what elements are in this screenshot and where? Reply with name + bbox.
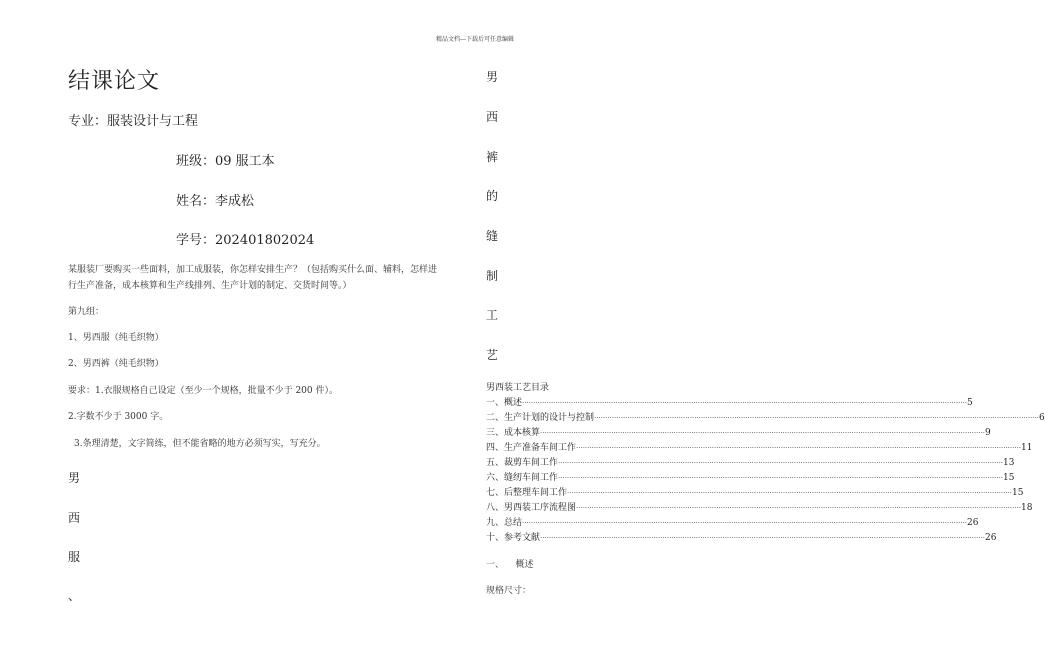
toc-leader-dots: ········································································································································································································ xyxy=(522,399,968,407)
page-title: 结课论文 xyxy=(68,69,161,94)
item-1: 1、男西服（纯毛织物） xyxy=(68,333,164,343)
paragraph-line-1: 某服装厂要购买一些面料，加工成服装，你怎样安排生产？（包括购买什么面、辅料，怎样进 xyxy=(68,265,438,275)
right-vertical-char: 缝 xyxy=(486,229,499,243)
toc-leader-dots: ········································································································································································································ xyxy=(567,489,1013,497)
toc-entry-label: 九、总结 xyxy=(486,518,523,528)
toc-leader-dots: ········································································································································································································ xyxy=(540,429,986,437)
right-vertical-char: 制 xyxy=(486,269,499,283)
toc-entry[interactable] xyxy=(486,441,1033,456)
toc-leader-dots: ········································································································································································································ xyxy=(558,459,1004,467)
toc-entry-page: 15 xyxy=(1003,473,1015,483)
paragraph-line-2: 行生产准备，成本核算和生产线排列、生产计划的制定、交货时间等。） xyxy=(68,281,352,291)
right-vertical-char: 的 xyxy=(486,189,499,203)
left-vertical-char: 西 xyxy=(68,511,81,525)
toc-title: 男西装工艺目录 xyxy=(486,383,550,393)
toc-entry[interactable] xyxy=(486,426,991,441)
requirement-3: 3.条理清楚，文字简练，但不能省略的地方必须写实，写充分。 xyxy=(74,439,326,449)
toc-entry[interactable] xyxy=(486,396,973,411)
toc-leader-dots: ········································································································································································································ xyxy=(522,519,968,527)
class-line: 班级：09 服工本 xyxy=(176,154,275,169)
toc-leader-dots: ········································································································································································································ xyxy=(594,414,1040,422)
toc-leader-dots: ········································································································································································································ xyxy=(576,444,1022,452)
toc-entry[interactable] xyxy=(486,531,997,546)
right-vertical-char: 裤 xyxy=(486,150,499,164)
header-note: 精品文档---下载后可任意编辑 xyxy=(435,36,515,43)
toc-entry-label: 二、生产计划的设计与控制 xyxy=(486,413,595,423)
toc-entry[interactable] xyxy=(486,456,1015,471)
toc-leader-dots: ········································································································································································································ xyxy=(558,474,1004,482)
toc-entry[interactable] xyxy=(486,516,979,531)
right-vertical-char: 西 xyxy=(486,110,499,124)
toc-entry-page: 26 xyxy=(985,533,997,543)
left-vertical-char: 男 xyxy=(68,471,81,485)
toc-entry-page: 26 xyxy=(967,518,979,528)
section-heading: 一、 概述 xyxy=(486,560,534,570)
toc-entry-page: 9 xyxy=(985,428,991,438)
toc-entry[interactable] xyxy=(486,486,1024,501)
student-id-line: 学号：202401802024 xyxy=(176,233,315,248)
requirement-2: 2.字数不少于 3000 字。 xyxy=(68,412,169,422)
toc-leader-dots: ········································································································································································································ xyxy=(576,504,1022,512)
toc-entry-label: 六、缝纫车间工作 xyxy=(486,473,559,483)
toc-entry-label: 一、概述 xyxy=(486,398,523,408)
toc-entry-label: 三、成本核算 xyxy=(486,428,541,438)
toc-entry[interactable] xyxy=(486,501,1033,516)
right-vertical-char: 艺 xyxy=(486,348,499,362)
toc-entry-page: 11 xyxy=(1021,443,1033,453)
toc-entry-page: 15 xyxy=(1012,488,1024,498)
table-of-contents xyxy=(486,396,1045,546)
name-line: 姓名：李成松 xyxy=(176,194,255,209)
toc-entry-page: 5 xyxy=(967,398,973,408)
item-2: 2、男西裤（纯毛织物） xyxy=(68,359,164,369)
toc-entry-label: 五、裁剪车间工作 xyxy=(486,458,559,468)
toc-entry-page: 18 xyxy=(1021,503,1033,513)
toc-entry[interactable] xyxy=(486,411,1045,426)
toc-leader-dots: ········································································································································································································ xyxy=(540,534,986,542)
toc-entry-label: 八、男西装工序流程图 xyxy=(486,503,577,513)
toc-entry-label: 四、生产准备车间工作 xyxy=(486,443,577,453)
major-line: 专业：服装设计与工程 xyxy=(68,114,199,129)
group-label: 第九组： xyxy=(68,307,105,317)
toc-entry-label: 七、后整理车间工作 xyxy=(486,488,568,498)
spec-label: 规格尺寸： xyxy=(486,586,532,596)
right-vertical-char: 男 xyxy=(486,70,499,84)
toc-entry[interactable] xyxy=(486,471,1015,486)
right-vertical-char: 工 xyxy=(486,308,499,322)
requirement-1: 要求：1.衣服规格自己设定（至少一个规格，批量不少于 200 件）。 xyxy=(68,386,338,396)
left-vertical-char: 服 xyxy=(68,550,81,564)
left-vertical-char: 、 xyxy=(68,589,81,603)
toc-entry-page: 6 xyxy=(1039,413,1045,423)
toc-entry-label: 十、参考文献 xyxy=(486,533,541,543)
toc-entry-page: 13 xyxy=(1003,458,1015,468)
